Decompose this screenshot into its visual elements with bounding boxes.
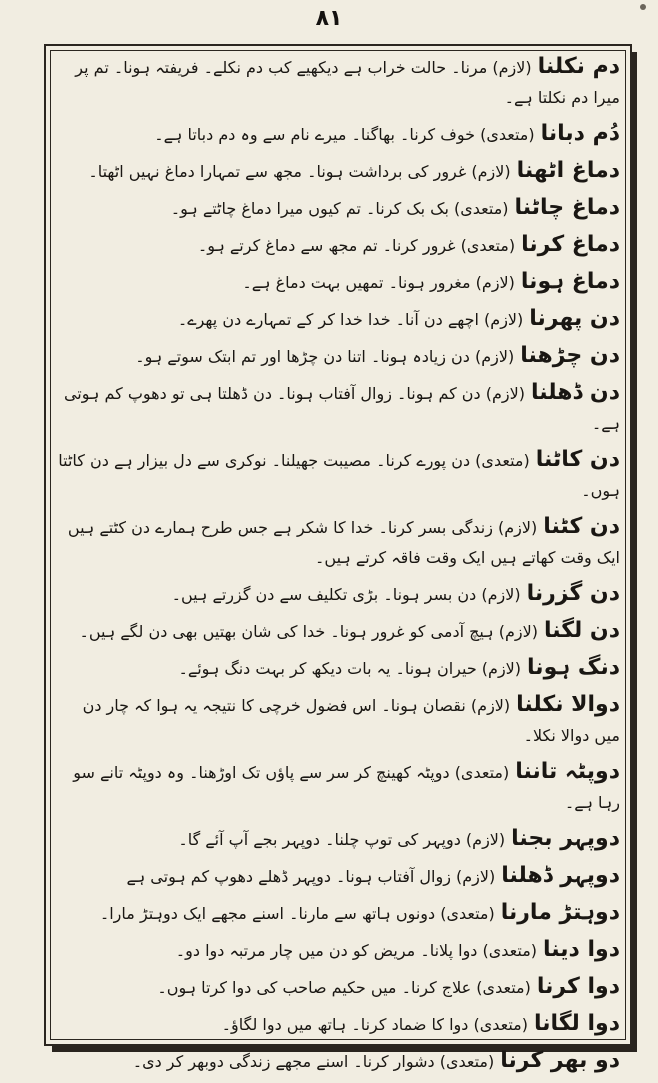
entry-definition: (لازم) زندگی بسر کرنا۔ خدا کا شکر ہے جس طرح ہمارے دن کٹتے ہیں ایک وقت کھاتے ہیں ایک وقت فاقہ کرتے ہیں۔ [67,518,620,567]
entry [58,972,620,1003]
entry [58,653,620,684]
entry [58,824,620,855]
entry-headword: دوا دینا [543,937,620,962]
entry-definition: (متعدی) دونوں ہاتھ سے مارنا۔ اسنے مجھے ایک دوہتڑ مارا۔ [99,904,495,923]
entry [58,119,620,150]
entry-definition: (لازم) دن بسر ہونا۔ بڑی تکلیف سے دن گزرتے ہیں۔ [171,585,521,604]
entry-headword: دُم دبانا [540,121,620,146]
entry-headword: دوا لگانا [533,1011,620,1036]
entry-headword: دن ڈھلنا [531,380,620,405]
entry [58,1046,620,1077]
entry-headword: دن چڑھنا [520,343,620,368]
entry [58,579,620,610]
entry-definition: (لازم) مغرور ہونا۔ تمھیں بہت دماغ ہے۔ [242,273,515,292]
entry-headword: دن کٹنا [543,514,620,539]
entry-definition: (لازم) حیران ہونا۔ یہ بات دیکھ کر بہت دنگ ہوئے۔ [178,659,522,678]
entry-headword: دماغ اٹھنا [516,158,620,183]
entry-headword: دماغ چاٹنا [514,195,620,220]
entry-definition: (لازم) دن کم ہونا۔ زوال آفتاب ہونا۔ دن ڈھلتا ہی تو دھوپ کم ہوتی ہے۔ [63,384,620,433]
entry-definition: (لازم) دن زیادہ ہونا۔ اتنا دن چڑھا اور تم ابتک سوتے ہو۔ [135,347,515,366]
entry-definition: (متعدی) دوپٹہ کھینچ کر سر سے پاؤں تک اوڑھنا۔ وہ دوپٹہ تانے سو رہا ہے۔ [73,763,620,812]
entry-headword: دوپہر بجنا [511,826,620,851]
entry [58,193,620,224]
entry-definition: (متعدی) دوا پلانا۔ مریض کو دن میں چار مرتبہ دوا دو۔ [175,941,538,960]
entry-definition: (متعدی) دوا کا ضماد کرنا۔ ہاتھ میں دوا لگاؤ۔ [221,1015,528,1034]
entry-headword: دوہتڑ مارنا [500,900,620,925]
entry [58,690,620,751]
entry-definition: (متعدی) دشوار کرنا۔ اسنے مجھے زندگی دوبھر کر دی۔ [132,1052,495,1071]
entry [58,898,620,929]
entry-headword: دنگ ہونا [527,655,620,680]
entry-headword: دماغ ہونا [520,269,620,294]
entry-headword: دم نکلنا [537,54,620,79]
entry-definition: (لازم) مرنا۔ حالت خراب ہے دیکھیے کب دم نکلے۔ فریفتہ ہونا۔ تم پر میرا دم نکلتا ہے۔ [75,58,620,107]
entry [58,616,620,647]
entry [58,156,620,187]
entry-definition: (متعدی) غرور کرنا۔ تم مجھ سے دماغ کرتے ہو۔ [197,236,516,255]
entry-definition: (متعدی) بک بک کرنا۔ تم کیوں میرا دماغ چاٹتے ہو۔ [170,199,509,218]
entry-definition: (لازم) غرور کی برداشت ہونا۔ مجھ سے تمہارا دماغ نہیں اٹھتا۔ [88,162,511,181]
entry [58,52,620,113]
entry-definition: (متعدی) خوف کرنا۔ بھاگنا۔ میرے نام سے وہ دم دباتا ہے۔ [154,125,535,144]
entry [58,230,620,261]
entry [58,267,620,298]
entry-definition: (لازم) ہیچ آدمی کو غرور ہونا۔ خدا کی شان بھتیں بھی دن لگے ہیں۔ [79,622,538,641]
entry-headword: دن گزرنا [526,581,620,606]
entry-headword: دوپہر ڈھلنا [501,863,620,888]
entry-headword: دن لگنا [543,618,620,643]
entry-definition: (متعدی) دن پورے کرنا۔ مصیبت جھیلنا۔ نوکری سے دل بیزار ہے دن کاٹتا ہوں۔ [58,451,620,500]
entry-definition: (لازم) دوپہر کی توپ چلنا۔ دوپہر بجے آپ آئے گا۔ [178,830,506,849]
entry-headword: دن کاٹنا [535,447,620,472]
entry [58,512,620,573]
entry [58,341,620,372]
entry [58,757,620,818]
entry-headword: دن پھرنا [529,306,620,331]
entry [58,378,620,439]
entry [58,861,620,892]
page-shadow-right [632,52,637,1052]
entry [58,1009,620,1040]
dictionary-entries [58,52,620,1083]
entry-definition: (لازم) نقصان ہونا۔ اس فضول خرچی کا نتیجہ یہ ہوا کہ چار دن میں دوالا نکلا۔ [82,696,620,745]
ink-dot [640,4,646,10]
entry-headword: دو بھر کرنا [500,1048,620,1073]
entry-headword: دوالا نکلنا [516,692,620,717]
entry-headword: دوا کرنا [536,974,620,999]
entry-headword: دوپٹہ تاننا [515,759,620,784]
entry-definition: (لازم) زوال آفتاب ہونا۔ دوپہر ڈھلے دھوپ کم ہوتی ہے [126,867,496,886]
entry [58,445,620,506]
entry-definition: (متعدی) علاج کرنا۔ میں حکیم صاحب کی دوا کرتا ہوں۔ [157,978,531,997]
entry [58,304,620,335]
entry-definition: (لازم) اچھے دن آنا۔ خدا خدا کر کے تمہارے دن پھرے۔ [177,310,524,329]
page-number: ۸۱ [315,6,343,31]
entry-headword: دماغ کرنا [521,232,620,257]
entry [58,935,620,966]
